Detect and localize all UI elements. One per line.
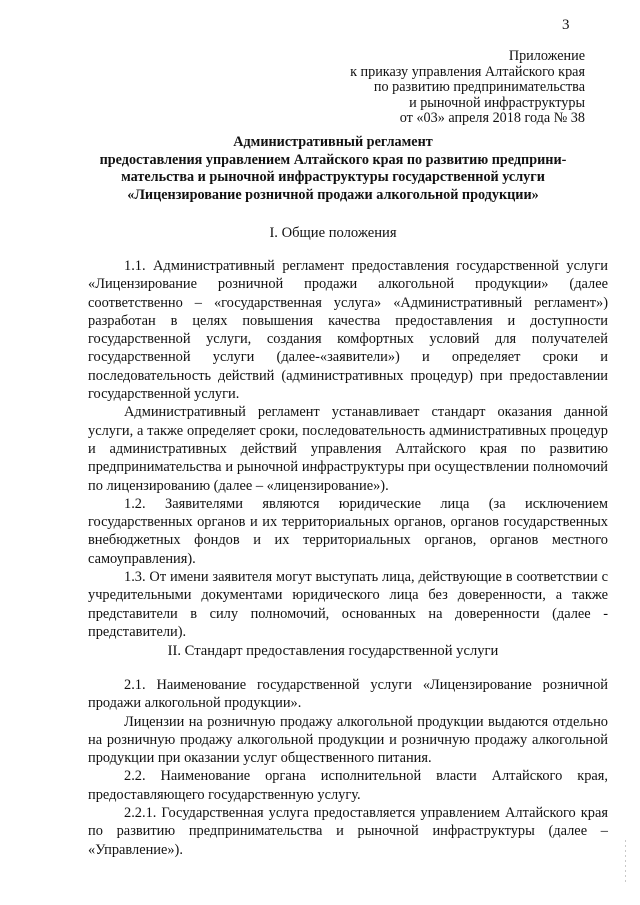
appendix-line: по развитию предпринимательства [373,79,585,95]
scan-artifact [625,840,626,885]
paragraph: 1.1. Административный регламент предоставления государственной услуги «Лицензирование розничной продажи алкогольной продукции» (далее соответственно – «государственная услуга» «Административный регламент») разработан в целях повышения качества предоставления и доступности государственной услуги, создания комфортных условий для получателей государственной услуги (далее-«заявители») и определяет сроки и последовательность действий (административных процедур) при предоставлении государственной услуги. [88,258,608,403]
appendix-line: Приложение [508,48,585,64]
paragraph: 2.1. Наименование государственной услуги «Лицензирование розничной продажи алкогольной продукции». [88,677,608,712]
paragraph: 1.3. От имени заявителя могут выступать лица, действующие в соответствии с учредительными документами юридического лица без доверенности, а также представители в силу полномочий, основанных на доверенности (далее - представители). [88,569,608,640]
page-number: 3 [562,17,570,33]
paragraph: Лицензии на розничную продажу алкогольной продукции выдаются отдельно на розничную продажу алкогольной продукции и розничную продажу алкогольной продукции при оказании услуг общественного питания. [88,713,608,767]
section-heading-standard: II. Стандарт предоставления государственной услуги [167,643,499,659]
section-body-general [88,257,608,641]
section-body-standard [88,676,608,859]
appendix-block [350,49,585,127]
title-line: «Лицензирование розничной продажи алкогольной продукции» [127,186,539,203]
paragraph: Административный регламент устанавливает стандарт оказания данной услуги, а также определяет сроки, последовательность административных процедур и административных действий управления Алтайского края по развитию предпринимательства и рыночной инфраструктуры при осуществлении полномочий по лицензированию (далее – «лицензирование»). [88,404,608,494]
appendix-line: от «03» апреля 2018 года № 38 [399,110,585,126]
title-line: мательства и рыночной инфраструктуры государственной услуги [121,169,545,185]
title-line: предоставления управлением Алтайского края по развитию предприни- [99,151,567,168]
section-heading-general: I. Общие положения [269,225,397,241]
paragraph: 1.2. Заявителями являются юридические лица (за исключением государственных органов и их территориальных органов, органов государственных внебюджетных фондов и их территориальных органов, органов местного самоуправления). [88,495,608,567]
title-line: Административный регламент [233,134,433,150]
appendix-line: к приказу управления Алтайского края [350,63,585,80]
paragraph: 2.2. Наименование органа исполнительной власти Алтайского края, предоставляющего государственную услугу. [88,768,608,803]
appendix-line: и рыночной инфраструктуры [409,94,585,111]
paragraph: 2.2.1. Государственная услуга предоставляется управлением Алтайского края по развитию предпринимательства и рыночной инфраструктуры (далее – «Управление»). [88,805,608,858]
document-title [70,134,596,204]
